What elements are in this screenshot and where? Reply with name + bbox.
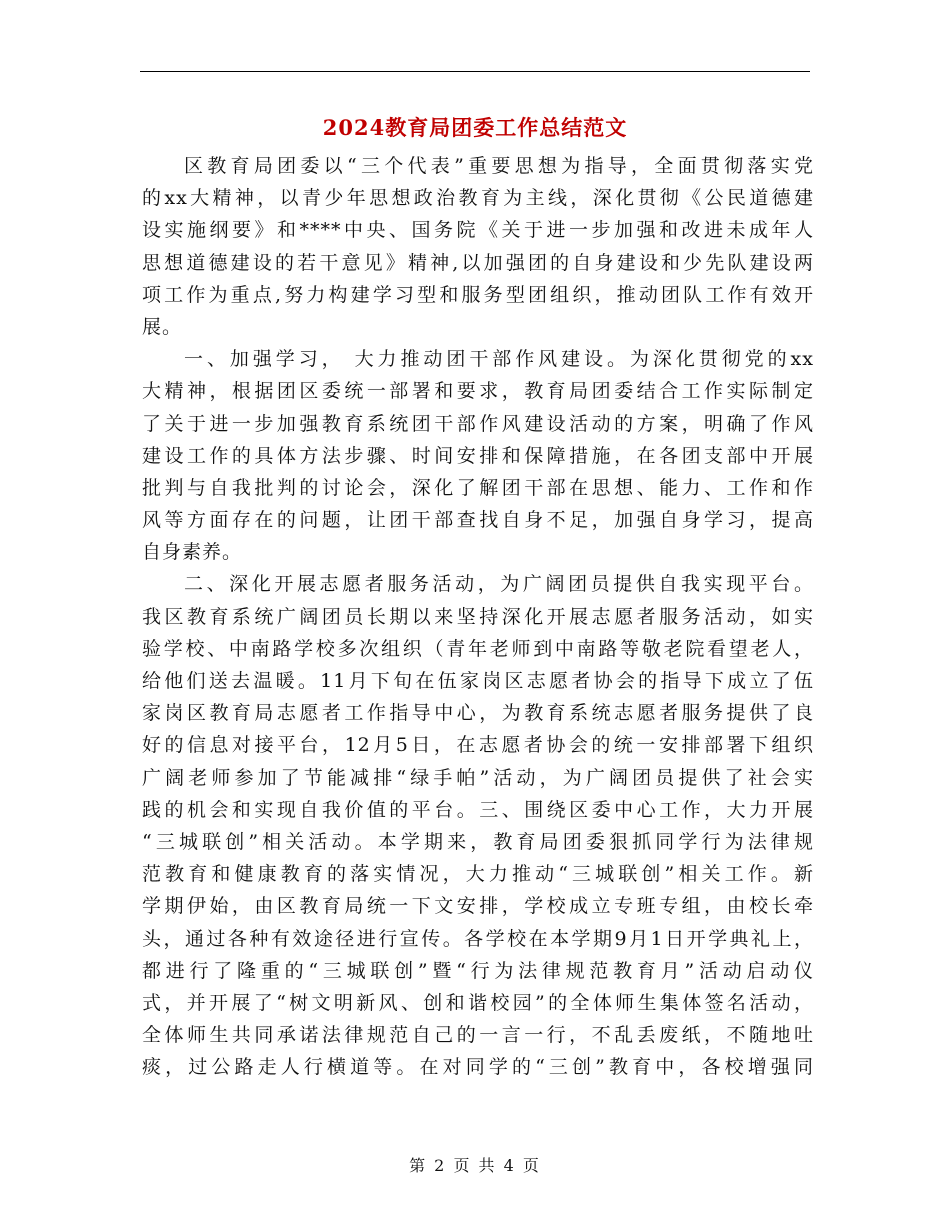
body-line: 学期伊始，由区教育局统一下文安排，学校成立专班专组，由校长牵 — [142, 895, 814, 918]
body-line: 好的信息对接平台，12月5日，在志愿者协会的统一安排部署下组织 — [142, 734, 814, 757]
body-line: 头，通过各种有效途径进行宣传。各学校在本学期9月1日开学典礼上， — [142, 927, 814, 950]
document-body — [142, 150, 814, 1083]
body-line: 设实施纲要》和****中央、国务院《关于进一步加强和改进未成年人 — [142, 219, 814, 242]
body-line: 痰，过公路走人行横道等。在对同学的“三创”教育中，各校增强同 — [142, 1056, 814, 1079]
body-line: 批判与自我批判的讨论会，深化了解团干部在思想、能力、工作和作 — [142, 476, 814, 499]
body-line: 二、深化开展志愿者服务活动，为广阔团员提供自我实现平台。 — [184, 573, 814, 596]
body-line: 式，并开展了“树文明新风、创和谐校园”的全体师生集体签名活动， — [142, 991, 814, 1014]
body-line: 都进行了隆重的“三城联创”暨“行为法律规范教育月”活动启动仪 — [142, 959, 814, 982]
body-line: 广阔老师参加了节能减排“绿手帕”活动，为广阔团员提供了社会实 — [142, 766, 814, 789]
body-line: 范教育和健康教育的落实情况，大力推动“三城联创”相关工作。新 — [142, 863, 814, 886]
body-line: 展。 — [142, 315, 183, 338]
body-line: 践的机会和实现自我价值的平台。三、围绕区委中心工作，大力开展 — [142, 798, 814, 821]
body-line: “三城联创”相关活动。本学期来，教育局团委狠抓同学行为法律规 — [142, 830, 814, 853]
body-line: 风等方面存在的问题，让团干部查找自身不足，加强自身学习，提高 — [142, 509, 814, 532]
body-line: 的xx大精神，以青少年思想政治教育为主线，深化贯彻《公民道德建 — [142, 187, 814, 210]
body-line: 思想道德建设的若干意见》精神,以加强团的自身建设和少先队建设两 — [142, 251, 814, 274]
body-line: 建设工作的具体方法步骤、时间安排和保障措施，在各团支部中开展 — [142, 444, 814, 467]
page-indicator: 第 2 页 共 4 页 — [409, 1156, 541, 1175]
body-line: 自身素养。 — [142, 541, 243, 564]
body-line: 验学校、中南路学校多次组织（青年老师到中南路等敬老院看望老人， — [142, 637, 814, 660]
header-rule — [140, 71, 810, 72]
body-line: 家岗区教育局志愿者工作指导中心，为教育系统志愿者服务提供了良 — [142, 702, 814, 725]
body-line: 项工作为重点,努力构建学习型和服务型团组织，推动团队工作有效开 — [142, 283, 814, 306]
body-line: 一、加强学习， 大力推动团干部作风建设。为深化贯彻党的xx — [184, 348, 814, 371]
body-line: 区教育局团委以“三个代表”重要思想为指导，全面贯彻落实党 — [184, 155, 814, 177]
body-line: 了关于进一步加强教育系统团干部作风建设活动的方案，明确了作风 — [142, 412, 814, 435]
body-line: 给他们送去温暖。11月下旬在伍家岗区志愿者协会的指导下成立了伍 — [142, 670, 814, 692]
body-line: 大精神，根据团区委统一部署和要求，教育局团委结合工作实际制定 — [142, 380, 814, 403]
body-line: 我区教育系统广阔团员长期以来坚持深化开展志愿者服务活动，如实 — [142, 605, 814, 628]
document-title: 2024教育局团委工作总结范文 — [322, 115, 628, 140]
body-line: 全体师生共同承诺法律规范自己的一言一行，不乱丢废纸，不随地吐 — [142, 1024, 814, 1047]
